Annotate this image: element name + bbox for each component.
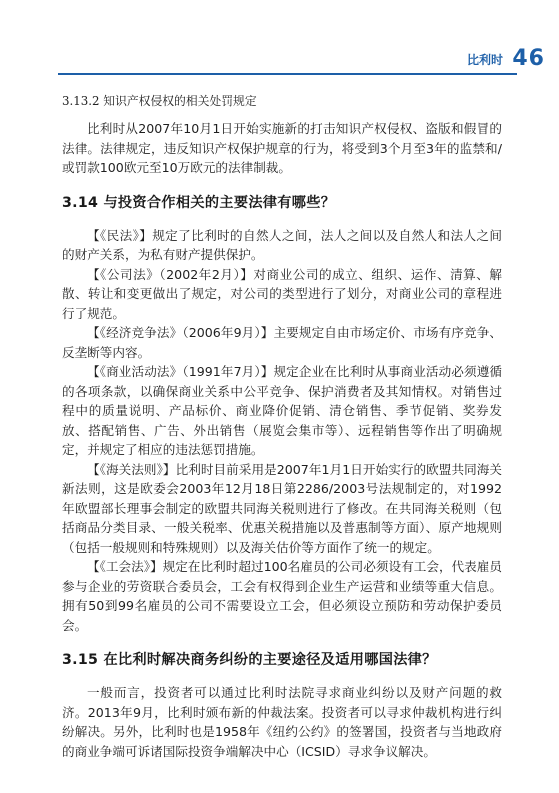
paragraph-competition-law: 【《经济竞争法》（2006年9月）】主要规定自由市场定价、市场有序竞争、反垄断等内容。 — [62, 325, 502, 360]
paragraph-civil-law: 【《民法》】规定了比利时的自然人之间，法人之间以及自然人和法人之间的财产关系，为私有财产提供保护。 — [62, 227, 502, 262]
paragraph-company-law: 【《公司法》（2002年2月）】对商业公司的成立、组织、运作、清算、解散、转让和变更做出了规定，对公司的类型进行了划分，对商业公司的章程进行了规范。 — [62, 266, 502, 321]
page-header — [0, 46, 559, 76]
header-country-label: 比利时 — [466, 53, 503, 67]
paragraph-trade-union-law: 【《工会法》】规定在比利时超过100名雇员的公司必须设有工会，代表雇员参与企业的劳资联合委员会，工会有权得到企业生产运营和业绩等重大信息。拥有50到99名雇员的公司不需要设立工会，但必须设立预防和劳动保护委员会。 — [62, 559, 502, 633]
paragraph-dispute-resolution: 一般而言，投资者可以通过比利时法院寻求商业纠纷以及财产问题的救济。2013年9月，比利时颁布新的仲裁法案。投资者可以寻求仲裁机构进行纠纷解决。另外，比利时也是1958年《纽约公约》的签署国，投资者与当地政府的商业争端可诉诸国际投资争端解决中心（ICSID）寻求争议解决。 — [62, 685, 502, 759]
section-title-3-15: 3.15 在比利时解决商务纠纷的主要途径及适用哪国法律？ — [62, 652, 437, 668]
header-rule — [58, 73, 517, 75]
paragraph-commercial-activity-law: 【《商业活动法》（1991年7月）】规定企业在比利时从事商业活动必须遵循的各项条款，以确保商业关系中公平竞争、保护消费者及其知情权。对销售过程中的质量说明、产品标价、商业降价促销、清仓销售、季节促销、奖券发放、搭配销售、广告、外出销售（展览会集市等）、远程销售等作出了明确规定，并规定了相应的违法惩罚措施。 — [62, 364, 502, 457]
paragraph-ip-penalties: 比利时从2007年10月1日开始实施新的打击知识产权侵权、盗版和假冒的法律。法律规定，违反知识产权保护规章的行为，将受到3个月至3年的监禁和/或罚款100欧元至10万欧元的法律制裁。 — [62, 121, 502, 175]
paragraph-customs-rules: 【《海关法则》】比利时目前采用是2007年1月1日开始实行的欧盟共同海关新法则，这是欧委会2003年12月18日第2286/2003号法规制定的，对1992年欧盟部长理事会制定的欧盟共同海关税则进行了修改。在共同海关税则（包括商品分类目录、一般关税率、优惠关税措施以及普惠制等方面）、原产地规则（包括一般规则和特殊规则）以及海关估价等方面作了统一的规定。 — [62, 461, 502, 555]
section-title-3-14: 3.14 与投资合作相关的主要法律有哪些？ — [62, 194, 336, 211]
page-number: 46 — [512, 46, 545, 71]
subsection-title-3-13-2: 3.13.2 知识产权侵权的相关处罚规定 — [62, 94, 257, 108]
page-body — [62, 82, 502, 761]
